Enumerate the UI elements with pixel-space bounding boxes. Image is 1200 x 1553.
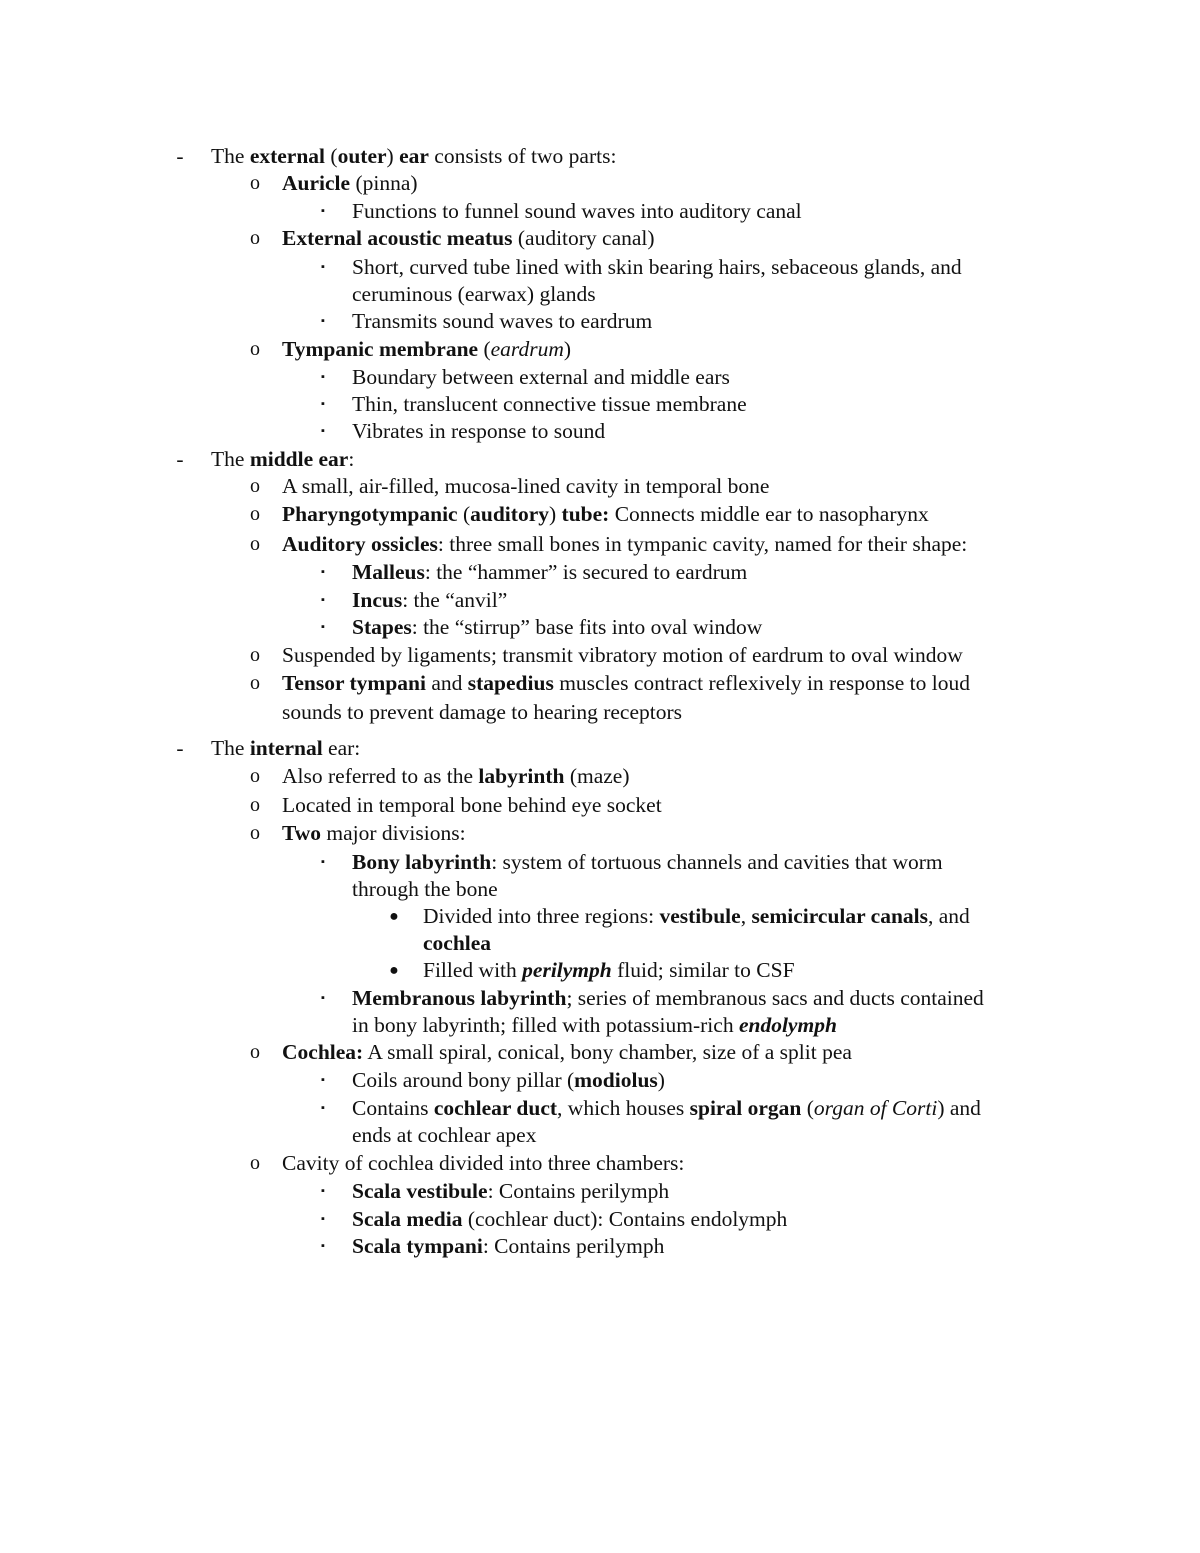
square-bullet: ▪ [321,1185,325,1197]
square-bullet: ▪ [321,261,325,273]
point-perilymph: Filled with perilymph fluid; similar to CSF [423,958,795,982]
circle-bullet: o [250,794,260,816]
circle-bullet: o [250,503,260,525]
sub-item: Short, curved tube lined with skin bearing hairs, sebaceous glands, and [352,255,962,279]
square-bullet: ▪ [321,425,325,437]
sub-item-continuation: ends at cochlear apex [352,1123,537,1147]
circle-bullet: o [250,672,260,694]
circle-bullet: o [250,765,260,787]
list-item-cochlea: Cochlea: A small spiral, conical, bony chamber, size of a split pea [282,1040,852,1064]
list-item-tympanic-membrane: Tympanic membrane (eardrum) [282,337,572,361]
circle-bullet: o [250,822,260,844]
circle-bullet: o [250,1152,260,1174]
list-item: Suspended by ligaments; transmit vibratory motion of eardrum to oval window [282,643,963,667]
sub-item-modiolus: Coils around bony pillar (modiolus) [352,1068,665,1092]
section-heading-external-ear: The external (outer) ear consists of two parts: [211,144,617,168]
list-item-tensor-tympani: Tensor tympani and stapedius muscles contract reflexively in response to loud [282,671,970,695]
dot-bullet: ● [389,962,399,979]
square-bullet: ▪ [321,621,325,633]
circle-bullet: o [250,172,260,194]
square-bullet: ▪ [321,1074,325,1086]
square-bullet: ▪ [321,1213,325,1225]
point-continuation: cochlea [423,931,492,955]
circle-bullet: o [250,338,260,360]
dash-bullet: - [176,736,184,760]
sub-item-continuation: through the bone [352,877,498,901]
list-item-two-divisions: Two major divisions: [282,821,466,845]
sub-item-incus: Incus: the “anvil” [352,588,508,612]
list-item-auricle: Auricle (pinna) [282,171,418,195]
square-bullet: ▪ [321,315,325,327]
sub-item-scala-media: Scala media (cochlear duct): Contains endolymph [352,1207,788,1231]
sub-item-continuation: in bony labyrinth; filled with potassium-rich endolymph [352,1013,837,1037]
sub-item-scala-tympani: Scala tympani: Contains perilymph [352,1234,665,1258]
list-item: A small, air-filled, mucosa-lined cavity in temporal bone [282,474,770,498]
circle-bullet: o [250,227,260,249]
list-item-pharyngotympanic-tube: Pharyngotympanic (auditory) tube: Connects middle ear to nasopharynx [282,502,929,526]
square-bullet: ▪ [321,594,325,606]
list-item-labyrinth: Also referred to as the labyrinth (maze) [282,764,630,788]
section-heading-internal-ear: The internal ear: [211,736,361,760]
sub-item: Functions to funnel sound waves into auditory canal [352,199,802,223]
dot-bullet: ● [389,908,399,925]
sub-item-continuation: ceruminous (earwax) glands [352,282,596,306]
sub-item-malleus: Malleus: the “hammer” is secured to eardrum [352,560,748,584]
dash-bullet: - [176,447,184,471]
sub-item: Transmits sound waves to eardrum [352,309,653,333]
square-bullet: ▪ [321,566,325,578]
sub-item-cochlear-duct: Contains cochlear duct, which houses spiral organ (organ of Corti) and [352,1096,981,1120]
square-bullet: ▪ [321,856,325,868]
square-bullet: ▪ [321,992,325,1004]
circle-bullet: o [250,533,260,555]
circle-bullet: o [250,475,260,497]
square-bullet: ▪ [321,371,325,383]
list-item-continuation: sounds to prevent damage to hearing receptors [282,700,683,724]
list-item-auditory-ossicles: Auditory ossicles: three small bones in tympanic cavity, named for their shape: [282,532,968,556]
sub-item: Boundary between external and middle ears [352,365,730,389]
section-heading-middle-ear: The middle ear: [211,447,355,471]
list-item-chambers: Cavity of cochlea divided into three chambers: [282,1151,685,1175]
sub-item: Thin, translucent connective tissue membrane [352,392,747,416]
list-item-external-acoustic-meatus: External acoustic meatus (auditory canal) [282,226,655,250]
sub-item: Vibrates in response to sound [352,419,606,443]
circle-bullet: o [250,644,260,666]
dash-bullet: - [176,144,184,168]
point-regions: Divided into three regions: vestibule, semicircular canals, and [423,904,970,928]
square-bullet: ▪ [321,398,325,410]
sub-item-stapes: Stapes: the “stirrup” base fits into oval window [352,615,763,639]
sub-item-membranous-labyrinth: Membranous labyrinth; series of membranous sacs and ducts contained [352,986,984,1010]
square-bullet: ▪ [321,205,325,217]
sub-item-scala-vestibule: Scala vestibule: Contains perilymph [352,1179,670,1203]
square-bullet: ▪ [321,1102,325,1114]
list-item: Located in temporal bone behind eye socket [282,793,662,817]
circle-bullet: o [250,1041,260,1063]
sub-item-bony-labyrinth: Bony labyrinth: system of tortuous channels and cavities that worm [352,850,943,874]
square-bullet: ▪ [321,1240,325,1252]
